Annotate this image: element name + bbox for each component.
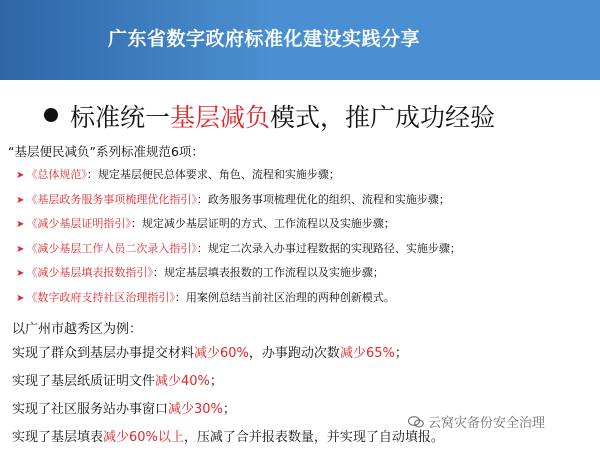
spec-item	[16, 166, 596, 191]
arrowhead-icon: ➤	[16, 219, 25, 230]
result-line	[12, 342, 408, 361]
wechat-icon	[408, 416, 424, 428]
arrowhead-icon: ➤	[16, 170, 25, 181]
spec-desc: ：规定二次录入办事过程数据的实现路径、实施步骤；	[196, 241, 461, 255]
spec-item	[16, 289, 596, 314]
result-text: ，压减了合并报表数量，并实现了自动填报。	[183, 430, 444, 445]
heading-highlight: 基层减负	[170, 103, 271, 132]
result-line	[12, 370, 223, 389]
bullet-dot-icon	[44, 108, 58, 122]
result-figure: 减少60%	[194, 346, 249, 361]
result-text: ；	[222, 402, 236, 417]
result-figure: 减少40%	[155, 374, 210, 389]
spec-desc: ：规定基层便民总体要求、角色、流程和实施步骤；	[86, 168, 340, 181]
spec-item	[16, 264, 596, 289]
spec-item	[16, 215, 596, 240]
result-text: ，办事跑动次数	[248, 346, 340, 361]
watermark	[408, 412, 545, 431]
spec-desc: ：用案例总结当前社区治理的两种创新模式。	[174, 290, 395, 304]
result-line	[12, 426, 444, 445]
spec-name: 《减少基层工作人员二次录入指引》	[26, 241, 197, 255]
spec-desc: ：规定减少基层证明的方式、工作流程以及实施步骤；	[130, 217, 395, 230]
arrowhead-icon: ➤	[16, 243, 25, 255]
heading-suffix: 模式，推广成功经验	[270, 103, 496, 132]
result-text: ；	[394, 346, 408, 361]
watermark-text: 云窝灾备份安全治理	[428, 416, 546, 431]
spec-name: 《总体规范》	[26, 168, 87, 181]
result-text: ；	[209, 374, 223, 389]
spec-desc: ：政务服务事项梳理优化的组织、流程和实施步骤；	[196, 192, 450, 206]
result-text: 实现了社区服务站办事窗口	[12, 402, 169, 417]
spec-name: 《基层政务服务事项梳理优化指引》	[26, 192, 197, 206]
spec-name: 《减少基层证明指引》	[26, 217, 131, 230]
arrowhead-icon: ➤	[16, 268, 25, 279]
spec-item	[16, 240, 596, 265]
spec-name: 《减少基层填表报数指引》	[26, 266, 153, 279]
spec-name: 《数字政府支持社区治理指引》	[26, 290, 175, 304]
spec-intro: “基层便民减负”系列标准规范6项：	[8, 144, 204, 159]
spec-desc: ：规定基层填表报数的工作流程以及实施步骤；	[152, 266, 384, 279]
result-line	[12, 398, 236, 417]
spec-item	[16, 191, 596, 216]
heading-prefix: 标准统一	[70, 103, 171, 132]
example-intro: 以广州市越秀区为例：	[12, 322, 143, 337]
title-bar	[0, 0, 600, 80]
result-text: 实现了群众到基层办事提交材料	[12, 346, 195, 361]
section-heading	[44, 98, 495, 134]
spec-list	[16, 166, 596, 313]
result-text: 实现了基层填表	[12, 430, 104, 445]
result-figure: 减少30%	[168, 402, 223, 417]
result-text: 实现了基层纸质证明文件	[12, 374, 156, 389]
arrowhead-icon: ➤	[16, 194, 25, 206]
result-figure: 减少65%	[339, 346, 395, 361]
result-figure: 减少60%以上	[103, 430, 184, 445]
slide-title: 广东省数字政府标准化建设实践分享	[108, 28, 421, 50]
arrowhead-icon: ➤	[16, 292, 25, 304]
